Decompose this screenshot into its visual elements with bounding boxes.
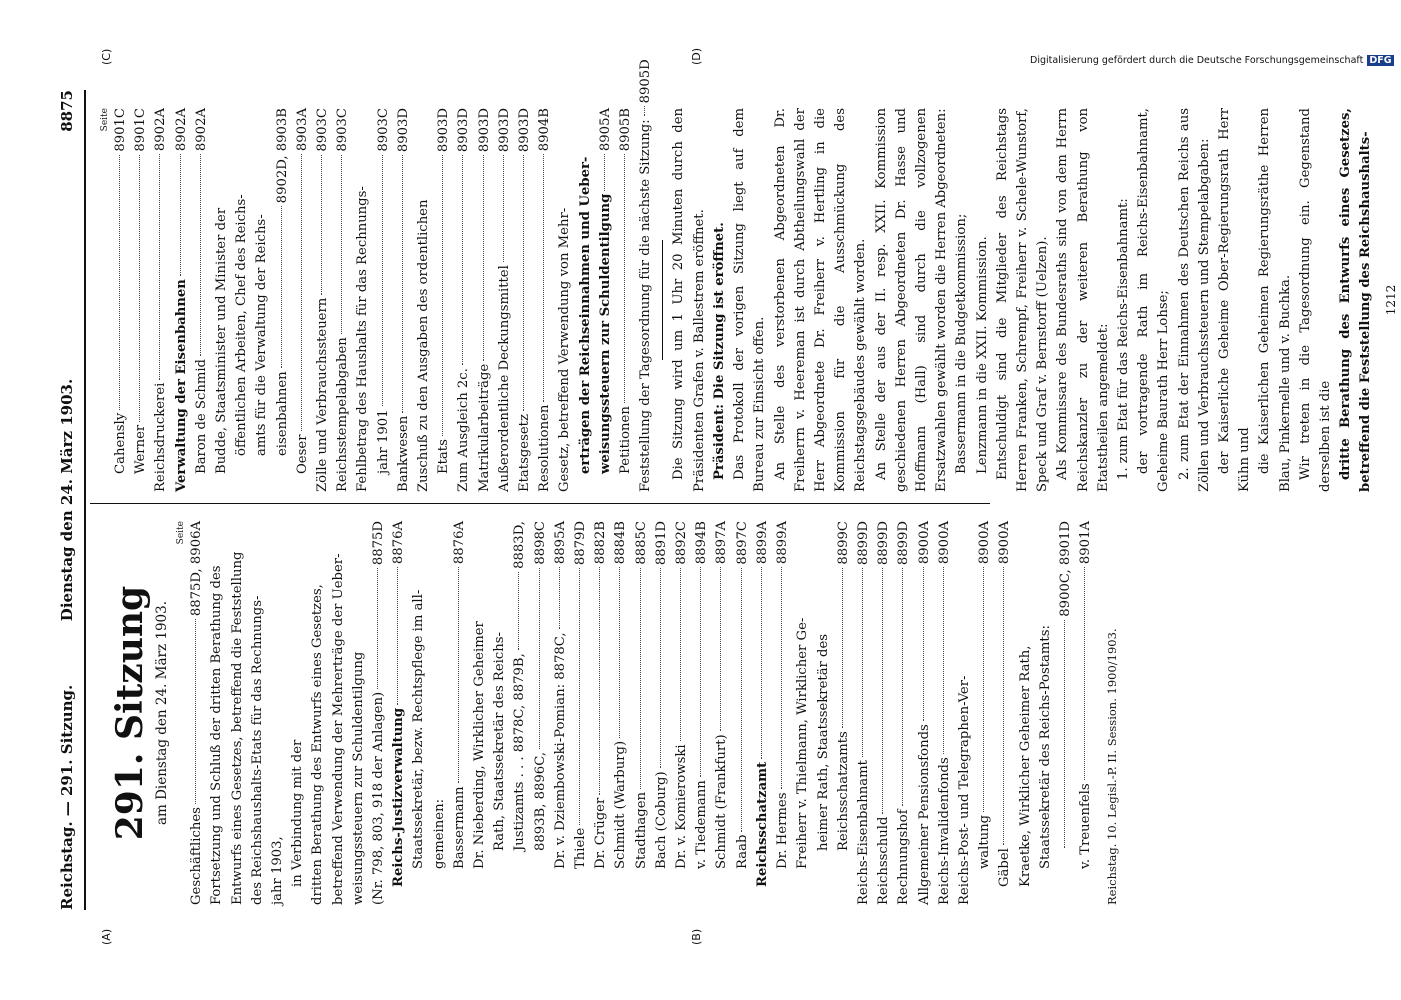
page-reference: 8900A — [997, 521, 1013, 565]
leader-dots — [579, 568, 580, 825]
contents-line-text: in Verbindung mit der — [290, 739, 306, 887]
contents-line — [975, 521, 995, 905]
leader-dots — [624, 154, 625, 403]
leader-dots — [503, 155, 504, 262]
page-reference: 8903D — [496, 108, 512, 153]
page-reference: 8879D — [573, 521, 589, 566]
leader-dots — [862, 568, 863, 757]
contents-line — [394, 108, 414, 492]
page-reference: 8897A — [714, 521, 730, 565]
page-reference: 8899D — [855, 521, 871, 566]
margin-marker-a: (A) — [100, 928, 113, 945]
page-reference: 8901C — [113, 108, 128, 152]
contents-line-text: öffentlichen Arbeiten, Chef des Reichs- — [234, 194, 250, 456]
leader-dots — [382, 155, 383, 407]
contents-line — [333, 108, 353, 492]
page-reference: 8904B — [537, 108, 553, 152]
contents-line-text: Freiherr v. Thielmann, Wirklicher Ge- — [795, 617, 811, 869]
leader-dots — [321, 155, 322, 295]
contents-line — [389, 521, 409, 905]
contents-line-text: waltung — [977, 814, 993, 869]
page-reference: 8902D, 8903B — [274, 108, 290, 204]
contents-line-text: Petitionen — [618, 406, 634, 474]
proceedings-paragraph: An Stelle des verstorbenen Abgeordneten Dr. Freiherrn v. Heereman ist durch Abtheilungswahl der Herr Abgeordnete Dr. Freiherr v. Hertling in die Kommission für die Ausschmückung des Reichstagsgebäudes gewählt worden. — [772, 108, 869, 492]
contents-line-text: Bankwesen — [395, 415, 411, 492]
contents-line-text: Raab — [734, 834, 750, 869]
page-reference: 8898C — [532, 521, 548, 565]
contents-line-text: Etats — [436, 439, 452, 474]
leader-dots — [518, 572, 519, 650]
contents-line-text: Fortsetzung und Schluß der dritten Berathung des — [209, 565, 225, 905]
leader-dots — [882, 568, 883, 813]
leader-dots — [842, 568, 843, 729]
dfg-logo: DFG — [1369, 55, 1392, 66]
contents-line — [450, 521, 470, 905]
contents-line-text: Rechnungshof — [896, 809, 912, 905]
contents-line-text: jahr 1901 — [375, 409, 391, 474]
contents-line — [288, 521, 308, 905]
contents-line — [495, 108, 515, 492]
leader-dots — [281, 206, 282, 368]
contents-line-text: Geschäftliches — [189, 807, 205, 905]
contents-line — [490, 521, 510, 905]
contents-line — [1016, 521, 1036, 905]
leader-dots — [458, 567, 459, 783]
contents-line-text: Verwaltung der Eisenbahnen — [173, 279, 189, 492]
contents-line — [353, 108, 373, 492]
proceedings-paragraph: dritte Berathung des Entwurfs eines Gesetzes, betreffend die Feststellung des Reichshaushalts- — [1338, 108, 1374, 492]
leader-dots — [1084, 567, 1085, 780]
margin-marker-b: (B) — [690, 928, 703, 945]
column-divider — [90, 503, 990, 504]
page-reference: 8895A — [552, 521, 568, 565]
page-reference: 8885C — [633, 521, 649, 565]
contents-line-text: dritten Berathung des Entwurfs eines Gesetzes, — [310, 584, 326, 905]
contents-line — [773, 521, 793, 905]
left-column — [100, 521, 1123, 905]
contents-line-text: Staatssekretär, bezw. Rechtspflege im all- — [411, 589, 427, 869]
page-reference: 8882B — [593, 521, 609, 565]
proceedings-paragraph: Das Protokoll der vorigen Sitzung liegt auf dem Bureau zur Einsicht offen. — [732, 108, 768, 492]
proceedings-paragraph: Wir treten in die Tagesordnung ein. Gegenstand derselben ist die — [1297, 108, 1333, 492]
contents-line-text: Feststellung der Tagesordnung für die nächste Sitzung: — [638, 119, 654, 492]
page-reference: 8891D — [653, 521, 669, 566]
contents-line-text: Budde, Staatsminister und Minister der — [214, 207, 230, 474]
contents-line — [571, 521, 591, 905]
contents-line — [531, 521, 551, 905]
contents-line — [591, 521, 611, 905]
leader-dots — [943, 567, 944, 754]
contents-line-text: Reichs-Invalidenfonds — [936, 757, 952, 905]
proceedings-paragraph: der Kaiserliche Geheime Ober-Regierungsrath Herr Kühn und — [1216, 108, 1253, 492]
contents-line — [834, 521, 854, 905]
contents-line — [454, 108, 474, 492]
page-reference: 8900A — [977, 521, 993, 565]
contents-line-text: Zum Ausgleich 2c. — [456, 368, 472, 492]
contents-line-text: weisungssteuern zur Schuldentilgung — [350, 651, 366, 905]
contents-line — [111, 108, 131, 492]
contents-line — [349, 521, 369, 905]
contents-line-text: Außerordentliche Deckungsmittel — [496, 265, 512, 492]
contents-line-text: amts für die Verwaltung der Reichs- — [254, 214, 270, 456]
page-reference: 8897C — [734, 521, 750, 565]
leader-dots — [1003, 567, 1004, 845]
leader-dots — [1064, 620, 1065, 848]
leader-dots — [983, 567, 984, 812]
page-reference: 8905A — [597, 108, 613, 152]
leader-dots — [180, 154, 181, 276]
leader-dots — [720, 567, 721, 731]
leader-dots — [741, 568, 742, 832]
contents-line-text: Baron de Schmid — [193, 359, 209, 474]
proceedings-paragraph: Entschuldigt sind die Mitglieder des Reichstags Herren Franken, Schrempf, Freiherr v. Schele-Wunstorf, Speck und Graf v. Bernstorff (Uelzen). — [994, 108, 1051, 492]
contents-line — [131, 108, 151, 492]
contents-line-text: Thiele — [573, 827, 589, 869]
header-left: Reichstag. — 291. Sitzung. — [58, 684, 76, 910]
contents-line — [172, 108, 192, 492]
contents-line — [187, 521, 207, 905]
contents-line-text: gemeinen: — [431, 798, 447, 869]
seite-label-left: Seite — [176, 521, 187, 545]
contents-line — [955, 521, 975, 905]
leader-dots — [543, 154, 544, 401]
contents-line-text: Zölle und Verbrauchssteuern — [315, 297, 331, 492]
contents-line-text: Kraetke, Wirklicher Geheimer Rath, — [1017, 645, 1033, 887]
page-reference: 8876A — [391, 521, 407, 565]
leader-dots — [781, 567, 782, 789]
page-reference: 8899A — [775, 521, 791, 565]
contents-line — [854, 521, 874, 905]
contents-line-text: (Nr. 798, 803, 918 der Anlagen) — [371, 691, 387, 905]
page-reference: 8903A — [294, 108, 310, 152]
page-reference: 8900C, 8901D — [1057, 521, 1073, 617]
contents-line-text: Reichs-Post- und Telegraphen-Ver- — [956, 675, 972, 905]
contents-line — [515, 108, 535, 492]
leader-dots — [523, 155, 524, 411]
leader-dots — [539, 568, 540, 749]
contents-line-text: Dr. Hermes — [775, 792, 791, 869]
leader-dots — [761, 567, 762, 759]
right-contents-list — [111, 59, 656, 492]
contents-line — [551, 521, 571, 905]
page-reference: 8903D — [456, 108, 472, 153]
margin-marker-c: (C) — [100, 48, 113, 65]
contents-line-text: Reichsschatzamt — [754, 761, 770, 887]
contents-line-text: Gesetz, betreffend Verwendung von Mehr- — [557, 207, 573, 492]
contents-line — [753, 521, 773, 905]
page-reference: 8902A — [153, 108, 169, 152]
contents-line — [369, 521, 389, 905]
contents-line-text: Reichsstempelabgaben — [335, 337, 351, 492]
left-contents-list — [187, 521, 1096, 905]
page-reference: 8899A — [754, 521, 770, 565]
page-reference: 8903C — [335, 108, 351, 152]
page-number: 8875 — [58, 90, 76, 132]
contents-line — [935, 521, 955, 905]
contents-line — [1036, 521, 1056, 905]
leader-dots — [402, 155, 403, 413]
contents-line-text: Schmidt (Frankfurt) — [714, 734, 730, 869]
contents-line-text: Fehlbetrag des Haushalts für das Rechnungs- — [355, 186, 371, 492]
contents-line — [475, 108, 495, 492]
contents-line-text: Justizamts . . . 8878C, 8879B, — [512, 653, 528, 851]
leader-dots — [195, 619, 196, 804]
contents-line-text: Bach (Coburg) — [653, 771, 669, 869]
contents-line — [596, 108, 616, 492]
header-rule — [84, 90, 86, 910]
contents-line — [293, 108, 313, 492]
leader-dots — [559, 567, 560, 629]
page-reference: 8884B — [613, 521, 629, 565]
contents-line — [555, 108, 575, 492]
proceedings-paragraph: Präsident: Die Sitzung ist eröffnet. — [711, 222, 727, 480]
page-reference: 8903C — [315, 108, 331, 152]
leader-dots — [660, 568, 661, 768]
session-subtitle: am Dienstag den 24. März 1903. — [154, 600, 170, 826]
contents-line-text: Zuschuß zu den Ausgaben des ordentlichen — [416, 199, 432, 492]
page-reference: 8900A — [916, 521, 932, 565]
page-reference: 8905B — [618, 108, 634, 152]
contents-line-text: Etatsgesetz — [517, 414, 533, 492]
contents-line-text: Reichsdruckerei — [153, 382, 169, 492]
proceedings-paragraph: der vortragende Rath im Reichs-Eisenbahnamt, Geheime Baurath Herr Lohse; — [1136, 108, 1172, 492]
page-reference: 8875D — [371, 521, 387, 566]
proceedings-paragraph: Bassermann in die Budgetkommission; — [954, 213, 970, 474]
contents-line-text: Werner — [133, 424, 149, 474]
leader-dots — [462, 155, 463, 365]
proceedings-text — [669, 108, 1376, 492]
contents-line — [268, 521, 288, 905]
leader-dots — [119, 155, 120, 410]
page-reference: 8900A — [936, 521, 952, 565]
leader-dots — [377, 568, 378, 689]
contents-line — [535, 108, 555, 492]
contents-line — [793, 521, 813, 905]
contents-line — [228, 521, 248, 905]
page-reference: 8901A — [1078, 521, 1094, 565]
proceedings-paragraph: Als Kommissare des Bundesraths sind von dem Herrn Reichskanzler zu der weiteren Berathung von Etatstheilen angemeldet: — [1055, 108, 1111, 492]
header-date: Dienstag den 24. März 1903. — [58, 378, 76, 622]
contents-line-text: des Reichshaushalts-Etats für das Rechnungs- — [249, 595, 265, 905]
page-reference: 8875D, 8906A — [189, 521, 205, 617]
contents-line — [692, 521, 712, 905]
contents-line-text: betreffend Verwendung der Mehrerträge der Ueber- — [330, 553, 346, 905]
contents-line-text: Reichs-Justizverwaltung — [391, 707, 407, 887]
contents-line — [874, 521, 894, 905]
digitization-note — [1030, 55, 1392, 66]
contents-line-text: Schmidt (Warburg) — [613, 740, 629, 869]
contents-line — [313, 108, 333, 492]
contents-line-text: Resolutionen — [537, 404, 553, 492]
contents-line-text: Matrikularbeiträge — [476, 363, 492, 492]
contents-line-text: Dr. Nieberding, Wirklicher Geheimer — [472, 621, 488, 869]
page-reference: 8899C — [835, 521, 851, 565]
contents-line-text: Reichsschuld — [876, 816, 892, 905]
contents-line — [329, 521, 349, 905]
page-reference: 8903D — [395, 108, 411, 153]
contents-line-text: erträgen der Reichseinnahmen und Ueber- — [577, 156, 593, 474]
contents-line — [915, 521, 935, 905]
contents-line — [374, 108, 394, 492]
contents-line — [207, 521, 227, 905]
contents-line-text: heimer Rath, Staatssekretär des — [815, 633, 831, 851]
contents-line — [409, 521, 429, 905]
proceedings-paragraph: die Kaiserlichen Geheimen Regierungsräthe Herren Blau, Pinkernelle und v. Buchka. — [1257, 108, 1293, 492]
contents-line — [733, 521, 753, 905]
contents-line — [308, 521, 328, 905]
contents-line — [434, 108, 454, 492]
contents-line — [414, 108, 434, 492]
contents-line-text: Dr. v. Komierowski — [674, 744, 690, 869]
contents-line — [1056, 521, 1076, 905]
contents-line — [192, 108, 212, 492]
leader-dots — [902, 568, 903, 806]
contents-line — [510, 521, 530, 905]
right-footer-number: 1212 — [1383, 284, 1398, 316]
contents-line-text: Reichsschatzamts — [835, 731, 851, 851]
contents-line-text: weisungssteuern zur Schuldentilgung — [597, 193, 613, 474]
proceedings-paragraph: 2. zum Etat der Einnahmen des Deutschen Reichs aus Zöllen und Verbrauchssteuern und Stempelabgaben: — [1176, 108, 1212, 492]
leader-dots — [139, 155, 140, 422]
contents-line — [252, 108, 272, 492]
page-reference: 8903D — [436, 108, 452, 153]
margin-marker-d: (D) — [690, 47, 703, 65]
leader-dots — [442, 155, 443, 436]
contents-line-text: eisenbahnen — [274, 371, 290, 456]
contents-line — [576, 108, 596, 492]
contents-line-text: Reichs-Eisenbahnamt — [855, 760, 871, 905]
contents-line — [611, 521, 631, 905]
contents-line — [1076, 521, 1096, 905]
contents-line — [672, 521, 692, 905]
proceedings-paragraph: 1. zum Etat für das Reichs-Eisenbahnamt: — [1115, 198, 1131, 480]
leader-dots — [923, 567, 924, 721]
contents-line-text: jahr 1903, — [270, 836, 286, 905]
contents-line-text: Oeser — [294, 434, 310, 474]
page-reference: 8903C — [375, 108, 391, 152]
contents-line — [995, 521, 1015, 905]
contents-line — [894, 521, 914, 905]
page-reference: 8901C — [133, 108, 149, 152]
contents-line-text: 8893B, 8896C, — [532, 751, 548, 851]
proceedings-paragraph: Lenzmann in die XXII. Kommission. — [974, 236, 990, 474]
contents-line — [616, 108, 636, 492]
leader-dots — [200, 154, 201, 356]
page-reference: 8905D — [638, 59, 654, 104]
leader-dots — [159, 154, 160, 380]
page-reference: 8894B — [694, 521, 710, 565]
contents-line — [814, 521, 834, 905]
contents-line — [430, 521, 450, 905]
contents-line — [652, 521, 672, 905]
page-reference: 8902A — [173, 108, 189, 152]
leader-dots — [599, 567, 600, 794]
proceedings-paragraph: An Stelle der aus der II. resp. XXII. Kommission geschiedenen Herren Abgeordneten Dr. Hasse und Hoffmann (Hall) sind durch die vollzogenen Ersatzwahlen gewählt worden die Herren Abgeordneten: — [873, 108, 950, 492]
contents-line-text: v. Treuenfels — [1078, 783, 1094, 869]
leader-dots — [341, 155, 342, 335]
leader-dots — [604, 154, 605, 191]
contents-line — [632, 521, 652, 905]
session-title: 291. Sitzung — [109, 585, 151, 841]
contents-line-text: Cahensly — [113, 412, 128, 474]
page-reference: 8903D — [476, 108, 492, 153]
proceedings-paragraph: Die Sitzung wird um 1 Uhr 20 Minuten durch den Präsidenten Grafen v. Ballestrem eröffnet. — [671, 108, 707, 492]
contents-line — [232, 108, 252, 492]
page-reference: 8892C — [674, 521, 690, 565]
page-reference: 8903D — [517, 108, 533, 153]
page-reference: 8899D — [896, 521, 912, 566]
contents-line — [248, 521, 268, 905]
contents-line — [712, 521, 732, 905]
contents-line-text: Dr. Crüger — [593, 797, 609, 869]
page-header — [50, 90, 84, 910]
contents-line-text: v. Tiedemann — [694, 780, 710, 869]
leader-dots — [619, 567, 620, 738]
contents-line — [470, 521, 490, 905]
contents-line-text: Bassermann — [451, 786, 467, 869]
digitization-text: Digitalisierung gefördert durch die Deutsche Forschungsgemeinschaft — [1030, 55, 1364, 66]
leader-dots — [397, 567, 398, 705]
leader-dots — [644, 106, 645, 116]
page-reference: 8883D, — [512, 521, 528, 569]
seite-label-right: Seite — [100, 108, 110, 132]
leader-dots — [301, 154, 302, 431]
contents-line-text: Allgemeiner Pensionsfonds — [916, 724, 932, 905]
leader-dots — [483, 155, 484, 361]
contents-line — [273, 108, 293, 492]
contents-line-text: Rath, Staatssekretär des Reichs- — [492, 632, 508, 851]
leader-dots — [680, 568, 681, 742]
contents-line-text: Entwurfs eines Gesetzes, betreffend die Feststellung — [229, 551, 245, 905]
leader-dots — [700, 567, 701, 777]
page-reference: 8902A — [193, 108, 209, 152]
contents-line — [636, 59, 656, 492]
page-reference: 8876A — [451, 521, 467, 565]
contents-line — [212, 108, 232, 492]
contents-line-text: Stadthagen — [633, 791, 649, 869]
section-rule — [662, 240, 663, 360]
left-footer: Reichstag. 10. Legisl.-P. II. Session. 1900/1903. — [1105, 628, 1120, 905]
page-reference: 8899D — [876, 521, 892, 566]
contents-line-text: Staatssekretär des Reichs-Postamts: — [1037, 625, 1053, 869]
contents-line-text: Dr. v. Dziembowski-Pomian: 8878C, — [552, 632, 568, 869]
contents-line — [151, 108, 171, 492]
contents-line-text: Gäbel — [997, 848, 1013, 887]
leader-dots — [640, 568, 641, 789]
